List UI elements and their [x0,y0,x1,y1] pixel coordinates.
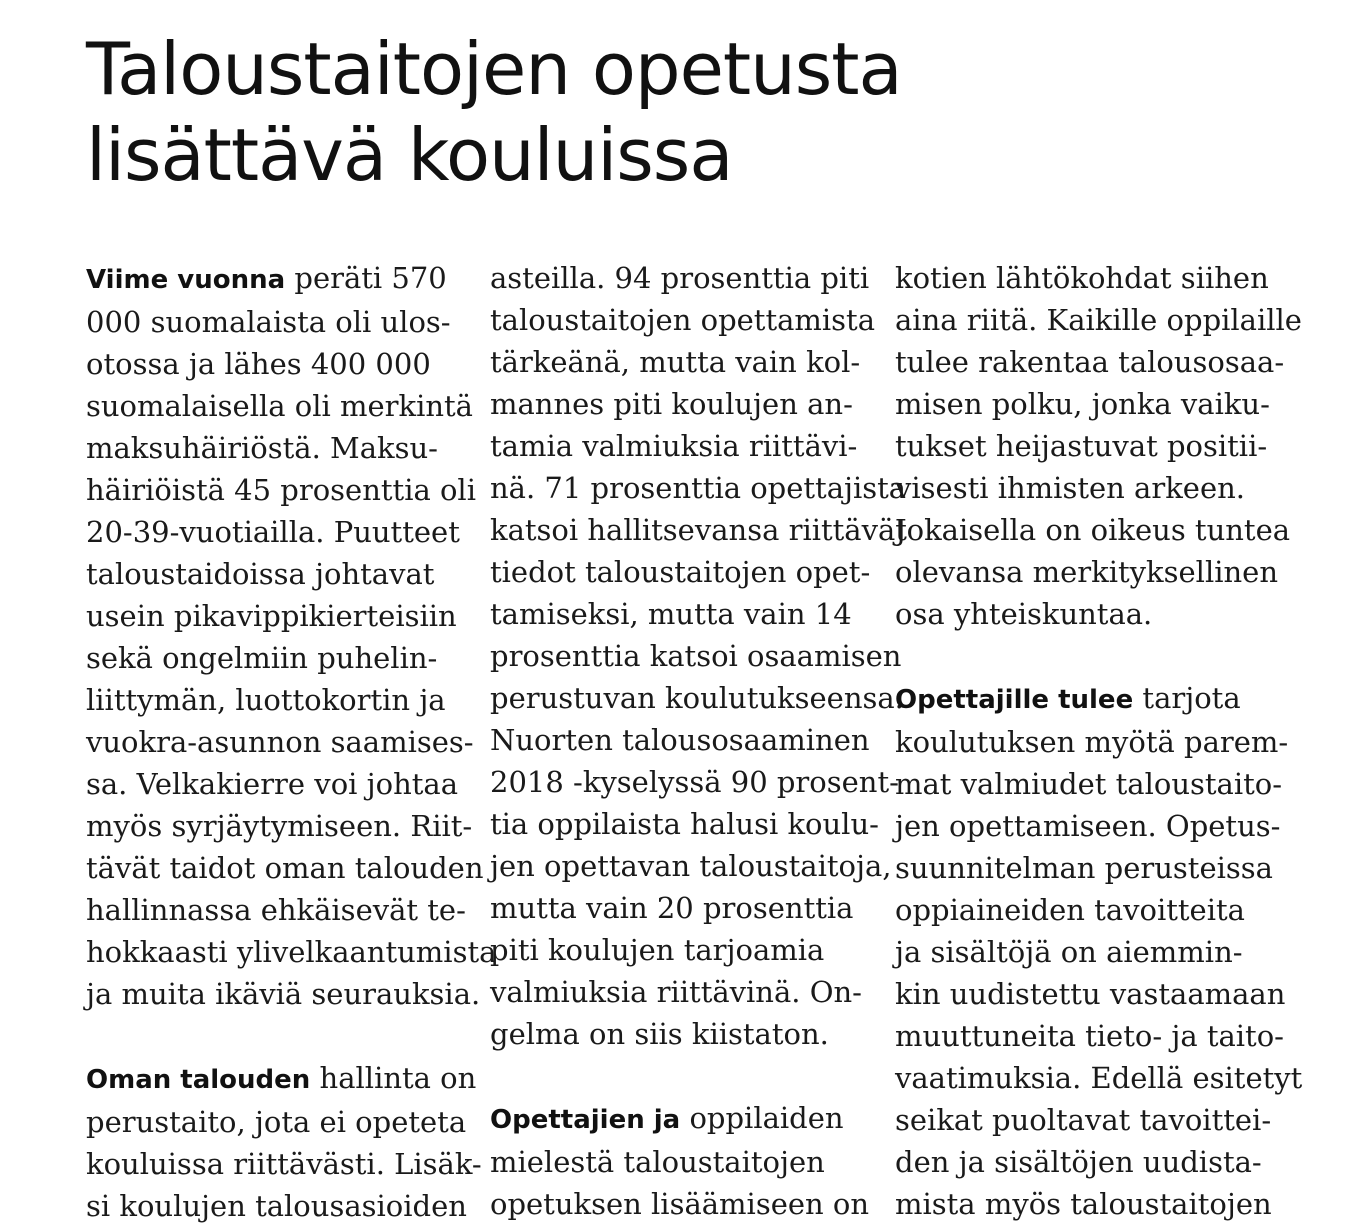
line-text: 20-39-vuotiailla. Puutteet [86,515,460,549]
text-line [895,425,1267,467]
line-text: nä. 71 prosenttia opettajista [490,471,907,505]
text-line [86,763,458,805]
line-text: katsoi hallitsevansa riittävät [490,513,907,547]
paragraph-lead-in: Oman talouden [86,1065,311,1095]
line-text: 000 suomalaista oli ulos- [86,305,451,339]
text-line [895,677,1267,721]
text-line [86,301,458,343]
text-line [490,845,892,887]
text-line [490,299,876,341]
text-line [490,1013,862,1055]
paragraph-lead-in: Viime vuonna [86,265,286,295]
line-text: tärkeänä, mutta vain kol- [490,345,861,379]
text-line [490,1141,862,1183]
line-text: tarjota [1133,681,1241,715]
line-text: häiriöistä 45 prosenttia oli [86,473,476,507]
line-text: si koulujen talousasioiden [86,1189,467,1223]
text-line [895,257,1267,299]
text-line [895,383,1270,425]
line-text: kin uudistettu vastaamaan [895,977,1286,1011]
article-paragraph [895,257,1302,635]
text-line [490,341,862,383]
line-text: tukset heijastuvat positii- [895,429,1268,463]
text-line [895,847,1273,889]
text-line [86,1143,482,1185]
paragraph-lead-in: Opettajien ja [490,1105,681,1135]
text-line [86,469,476,511]
line-text: opetuksen lisäämiseen on [490,1187,870,1221]
line-text: hallinta on [310,1061,477,1095]
text-line [86,553,458,595]
article-paragraph [895,677,1303,1225]
line-text: piti koulujen tarjoamia [490,933,825,967]
line-text: tamiseksi, mutta vain 14 [490,597,852,631]
line-text: myös syrjäytymiseen. Riit- [86,809,473,843]
text-line [895,551,1279,593]
text-line [895,1099,1272,1141]
line-text: hallinnassa ehkäisevät te- [86,893,466,927]
line-text: sekä ongelmiin puhelin- [86,641,438,675]
text-line [86,343,458,385]
line-text: suomalaisella oli merkintä [86,389,473,423]
line-text: oppiaineiden tavoitteita [895,893,1245,927]
line-text: tulee rakentaa talousosaa- [895,345,1285,379]
line-text: mutta vain 20 prosenttia [490,891,854,925]
text-line [490,929,862,971]
text-line [86,973,481,1015]
line-text: mannes piti koulujen an- [490,387,853,421]
article-paragraph [490,1097,870,1225]
line-text: liittymän, luottokortin ja [86,683,446,717]
text-line [895,509,1291,551]
article-paragraph [86,1057,482,1227]
line-text: taloustaidoissa johtavat [86,557,435,591]
text-line [490,593,862,635]
text-line [490,467,907,509]
text-line [895,889,1267,931]
text-line [895,1015,1284,1057]
text-line [86,637,458,679]
line-text: aina riitä. Kaikille oppilaille [895,303,1302,337]
text-line [86,257,458,301]
text-line [895,1183,1272,1225]
line-text: misen polku, jonka vaiku- [895,387,1270,421]
text-line [86,427,458,469]
line-text: mista myös taloustaitojen [895,1187,1272,1221]
line-text: vuokra-asunnon saamises- [86,725,474,759]
text-line [895,299,1302,341]
line-text: hokkaasti ylivelkaantumista [86,935,497,969]
text-line [490,971,862,1013]
text-line [895,341,1285,383]
text-line [86,679,458,721]
text-line [86,511,458,553]
line-text: mat valmiudet taloustaito- [895,767,1283,801]
line-text: valmiuksia riittävinä. On- [490,975,862,1009]
line-text: olevansa merkityksellinen [895,555,1279,589]
text-line [86,1101,467,1143]
line-text: tamia valmiuksia riittävi- [490,429,858,463]
text-line [86,889,466,931]
line-text: perustuvan koulutukseensa. [490,681,904,715]
text-line [490,509,907,551]
line-text: sa. Velkakierre voi johtaa [86,767,459,801]
text-line [490,551,871,593]
line-text: vaatimuksia. Edellä esitetyt [895,1061,1303,1095]
text-line [490,761,899,803]
line-text: visesti ihmisten arkeen. [895,471,1245,505]
line-text: gelma on siis kiistaton. [490,1017,829,1051]
line-text: maksuhäiriöstä. Maksu- [86,431,438,465]
line-text: tiedot taloustaitojen opet- [490,555,871,589]
text-line [86,1057,477,1101]
line-text: seikat puoltavat tavoittei- [895,1103,1272,1137]
article-paragraph [490,257,907,1055]
text-line [86,847,484,889]
text-line [490,1097,862,1141]
text-line [490,257,870,299]
headline-line: Taloustaitojen opetusta [86,27,902,111]
line-text: tävät taidot oman talouden [86,851,484,885]
text-line [86,385,473,427]
text-line [490,719,870,761]
text-line [86,805,473,847]
line-text: asteilla. 94 prosenttia piti [490,261,870,295]
text-line [490,425,862,467]
line-text: kouluissa riittävästi. Lisäk- [86,1147,482,1181]
text-line [895,721,1289,763]
line-text: prosenttia katsoi osaamisen [490,639,902,673]
text-column-1 [86,257,497,1227]
line-text: jen opettavan taloustaitoja, [490,849,892,883]
text-line [895,931,1267,973]
text-line [895,1141,1267,1183]
text-line [895,763,1283,805]
text-line [490,635,902,677]
text-line [895,973,1286,1015]
line-text: 2018 -kyselyssä 90 prosent- [490,765,899,799]
headline-line: lisättävä kouluissa [86,113,733,197]
line-text: perustaito, jota ei opeteta [86,1105,467,1139]
line-text: ja sisältöjä on aiemmin- [895,935,1243,969]
line-text: Nuorten talousosaaminen [490,723,870,757]
article-headline [86,26,902,198]
line-text: taloustaitojen opettamista [490,303,876,337]
text-line [490,677,904,719]
text-line [895,1057,1303,1099]
text-column-3 [895,257,1303,1225]
paragraph-lead-in: Opettajille tulee [895,685,1134,715]
article-paragraph [86,257,497,1015]
line-text: jen opettamiseen. Opetus- [895,809,1281,843]
text-line [86,595,458,637]
line-text: muuttuneita tieto- ja taito- [895,1019,1284,1053]
text-line [490,803,879,845]
line-text: Jokaisella on oikeus tuntea [895,513,1291,547]
text-line [895,467,1267,509]
line-text: osa yhteiskuntaa. [895,597,1153,631]
text-line [86,721,474,763]
text-line [895,805,1281,847]
line-text: suunnitelman perusteissa [895,851,1273,885]
line-text: tia oppilaista halusi koulu- [490,807,879,841]
line-text: otossa ja lähes 400 000 [86,347,431,381]
text-line [895,593,1267,635]
line-text: oppilaiden [680,1101,844,1135]
line-text: den ja sisältöjen uudista- [895,1145,1262,1179]
text-column-2 [490,257,907,1225]
line-text: mielestä taloustaitojen [490,1145,825,1179]
text-line [490,1183,870,1225]
text-line [490,383,862,425]
line-text: usein pikavippikierteisiin [86,599,457,633]
text-line [86,931,497,973]
text-line [490,887,862,929]
text-line [86,1185,467,1227]
line-text: koulutuksen myötä parem- [895,725,1289,759]
line-text: peräti 570 [285,261,447,295]
line-text: kotien lähtökohdat siihen [895,261,1269,295]
line-text: ja muita ikäviä seurauksia. [86,977,481,1011]
